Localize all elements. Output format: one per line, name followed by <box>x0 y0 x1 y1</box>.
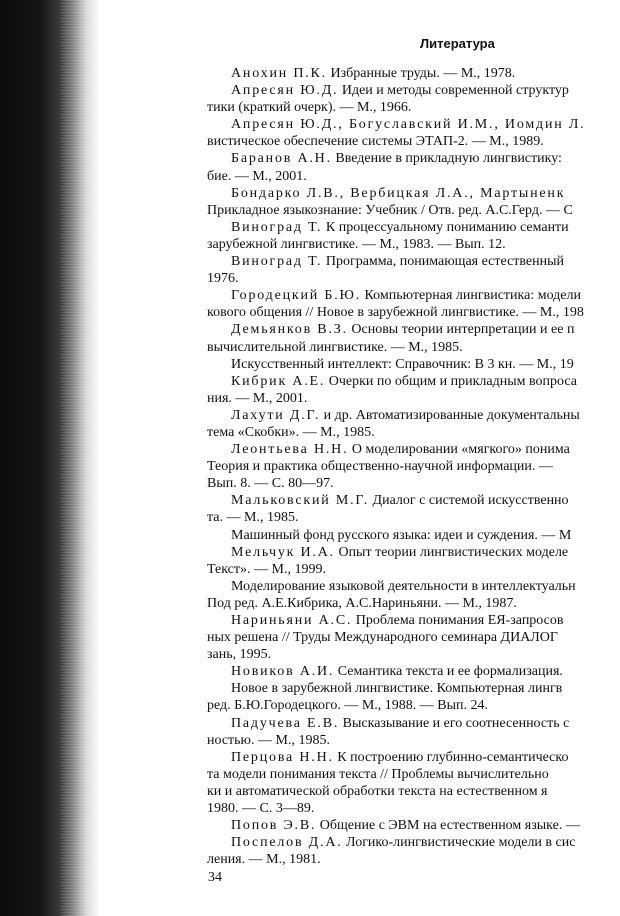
reference-author: Апресян Ю.Д., Богуславский И.М., Иомдин Л. <box>231 117 586 133</box>
reference-text: 1980. — С. 3—89. <box>207 801 315 817</box>
reference-entry-continuation <box>207 339 620 356</box>
reference-entry <box>207 492 620 509</box>
reference-text: бие. — М., 2001. <box>207 168 307 184</box>
page-number: 34 <box>208 870 222 885</box>
reference-author: Апресян Ю.Д. <box>231 83 339 99</box>
reference-entry <box>207 253 620 270</box>
reference-text: Основы теории интерпретации и ее п <box>351 322 575 338</box>
reference-author: Лахути Д.Г. <box>231 407 321 423</box>
reference-entry-continuation <box>207 424 620 441</box>
reference-text: тики (краткий очерк). — М., 1966. <box>207 100 412 116</box>
reference-text: ностью. — М., 1985. <box>207 732 330 748</box>
running-head: Литература <box>420 36 495 51</box>
reference-entry <box>207 356 620 373</box>
reference-author: Мальковский М.Г. <box>231 493 370 509</box>
reference-text: Введение в прикладную лингвистику: <box>335 151 562 167</box>
reference-entry <box>207 82 620 99</box>
reference-text: вистическое обеспечение системы ЭТАП-2. — М., 1989. <box>207 134 544 150</box>
reference-text: ления. — М., 1981. <box>207 852 321 868</box>
reference-text: Идеи и методы современной структур <box>341 83 569 99</box>
reference-text: Новое в зарубежной лингвистике. Компьютерная лингв <box>231 681 563 697</box>
reference-text: зарубежной лингвистике. — М., 1983. — Вып. 12. <box>207 236 506 252</box>
reference-entry <box>207 287 620 304</box>
reference-entry <box>207 441 620 458</box>
reference-author: Демьянков В.З. <box>231 322 348 338</box>
reference-author: Нариньяни А.С. <box>231 613 353 628</box>
reference-entry-continuation <box>207 270 620 287</box>
reference-entry <box>207 407 620 424</box>
reference-author: Баранов А.Н. <box>231 151 332 167</box>
reference-entry-continuation <box>207 783 620 800</box>
reference-entry-continuation <box>207 800 620 817</box>
reference-entry <box>207 612 620 629</box>
reference-text: 1976. <box>207 271 239 287</box>
reference-text: Машинный фонд русского языка: идеи и суждения. — М <box>231 527 572 543</box>
reference-entry-continuation <box>207 766 620 783</box>
reference-entry-continuation <box>207 168 620 185</box>
reference-entry-continuation <box>207 732 620 749</box>
reference-author: Новиков А.И. <box>231 664 335 680</box>
reference-entry-continuation <box>207 202 620 219</box>
reference-author: Виноград Т. <box>231 219 323 235</box>
reference-entry <box>207 150 620 167</box>
reference-entry-continuation <box>207 133 620 150</box>
reference-entry <box>207 185 620 202</box>
reference-entry <box>207 715 620 732</box>
reference-entry-continuation <box>207 304 620 321</box>
reference-author: Попов Э.В. <box>231 818 317 834</box>
reference-entry <box>207 680 620 697</box>
reference-entry-continuation <box>207 390 620 407</box>
reference-author: Анохин П.К. <box>231 66 327 81</box>
reference-entry-continuation <box>207 475 620 492</box>
reference-entry-continuation <box>207 509 620 526</box>
reference-author: Мельчук И.А. <box>231 544 335 560</box>
reference-entry <box>207 373 620 390</box>
reference-entry <box>207 527 620 544</box>
reference-entry-continuation <box>207 595 620 612</box>
reference-text: Вып. 8. — С. 80—97. <box>207 476 334 492</box>
reference-author: Поспелов Д.А. <box>231 835 343 851</box>
reference-author: Бондарко Л.В., Вербицкая Л.А., Мартыненк <box>231 185 566 201</box>
reference-text: Теория и практика общественно-научной информации. — <box>207 459 553 475</box>
reference-text: О моделировании «мягкого» понима <box>351 442 570 458</box>
reference-entry-continuation <box>207 646 620 663</box>
reference-text: Высказывание и его соотнесенность с <box>342 715 570 731</box>
reference-author: Городецкий Б.Ю. <box>231 288 362 304</box>
reference-text: Компьютерная лингвистика: модели <box>364 288 581 304</box>
reference-text: Текст». — М., 1999. <box>207 561 326 577</box>
reference-entry <box>207 544 620 561</box>
reference-text: ред. Б.Ю.Городецкого. — М., 1988. — Вып. 24. <box>207 698 489 714</box>
book-spine-shadow <box>0 0 100 916</box>
reference-text: Логико-лингвистические модели в сис <box>346 835 576 851</box>
reference-entry <box>207 578 620 595</box>
reference-text: Семантика текста и ее формализация. <box>337 664 563 680</box>
reference-text: Общение с ЭВМ на естественном языке. — <box>319 818 580 834</box>
reference-entry <box>207 219 620 236</box>
reference-text: та модели понимания текста // Проблемы вычислительно <box>207 766 549 782</box>
reference-text: тема «Скобки». — М., 1985. <box>207 424 375 440</box>
reference-entry-continuation <box>207 629 620 646</box>
reference-text: Опыт теории лингвистических моделе <box>338 544 569 560</box>
reference-entry-continuation <box>207 851 620 868</box>
reference-text: и др. Автоматизированные документальны <box>323 407 580 423</box>
reference-text: К построению глубинно-семантическо <box>337 749 569 765</box>
reference-text: Проблема понимания ЕЯ-запросов <box>355 613 564 628</box>
reference-text: зань, 1995. <box>207 647 272 663</box>
reference-author: Перцова Н.Н. <box>231 749 334 765</box>
reference-entry-continuation <box>207 697 620 714</box>
bibliography-list <box>207 65 620 868</box>
reference-text: кового общения // Новое в зарубежной лингвистике. — М., 198 <box>207 305 584 321</box>
reference-text: Программа, понимающая естественный <box>325 254 565 270</box>
reference-author: Кибрик А.Е. <box>231 373 326 389</box>
reference-entry <box>207 65 620 82</box>
reference-entry <box>207 663 620 680</box>
reference-text: Прикладное языкознание: Учебник / Отв. ред. А.С.Герд. — С <box>207 202 573 218</box>
reference-entry <box>207 321 620 338</box>
reference-text: та. — М., 1985. <box>207 510 299 526</box>
reference-text: Очерки по общим и прикладным вопроса <box>328 373 577 389</box>
reference-text: вычислительной лингвистике. — М., 1985. <box>207 339 463 355</box>
reference-entry-continuation <box>207 561 620 578</box>
reference-text: Избранные труды. — М., 1978. <box>330 66 516 81</box>
reference-entry <box>207 817 620 834</box>
reference-entry <box>207 749 620 766</box>
reference-text: ных решена // Труды Международного семинара ДИАЛОГ <box>207 630 558 646</box>
reference-text: ния. — М., 2001. <box>207 390 308 406</box>
reference-author: Леонтьева Н.Н. <box>231 442 349 458</box>
reference-entry-continuation <box>207 99 620 116</box>
reference-entry-continuation <box>207 236 620 253</box>
reference-author: Виноград Т. <box>231 254 323 270</box>
reference-entry <box>207 834 620 851</box>
reference-text: Под ред. А.Е.Кибрика, А.С.Нариньяни. — М., 1987. <box>207 595 517 611</box>
reference-text: Диалог с системой искусственно <box>372 493 569 509</box>
reference-entry-continuation <box>207 458 620 475</box>
reference-entry <box>207 116 620 133</box>
reference-text: К процессуальному пониманию семанти <box>325 219 569 235</box>
reference-text: Моделирование языковой деятельности в интеллектуальн <box>231 578 576 594</box>
reference-author: Падучева Е.В. <box>231 715 340 731</box>
reference-text: ки и автоматической обработки текста на естественном я <box>207 783 548 799</box>
reference-text: Искусственный интеллект: Справочник: В 3 кн. — М., 19 <box>231 356 574 372</box>
